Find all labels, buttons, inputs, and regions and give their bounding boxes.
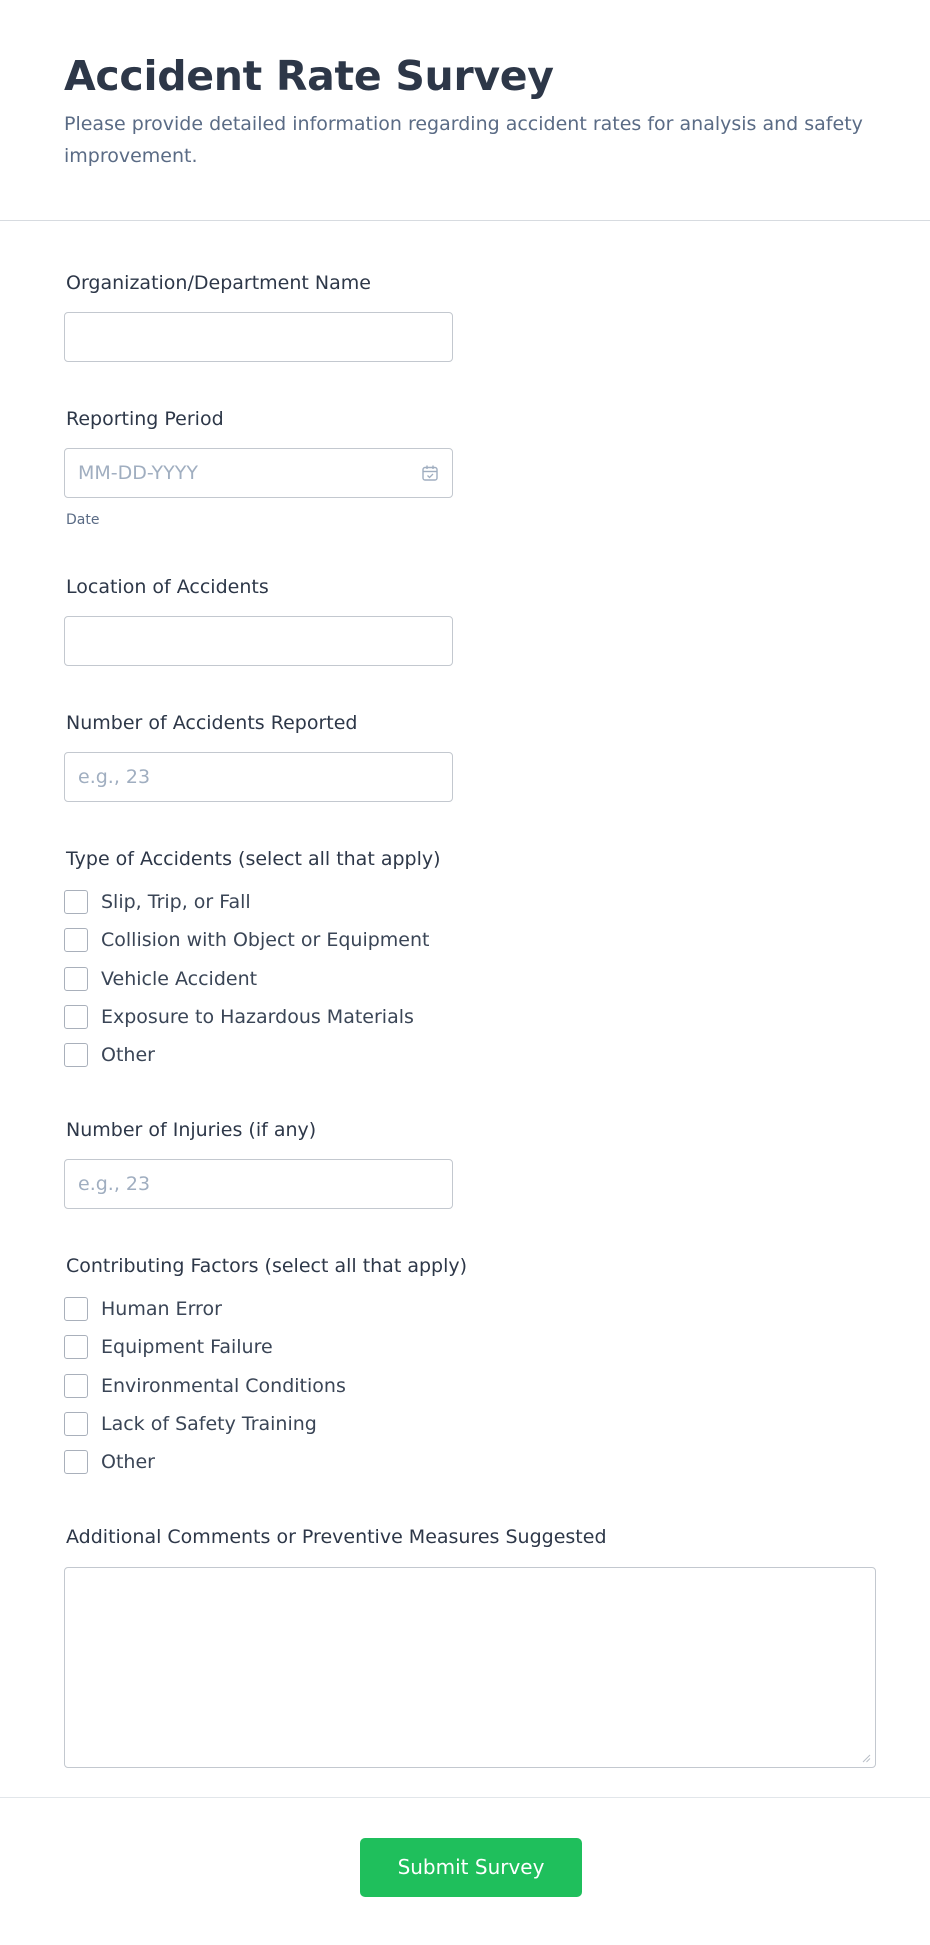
checkbox-label: Environmental Conditions xyxy=(101,1375,346,1397)
reporting-period-label: Reporting Period xyxy=(66,408,224,430)
checkbox-label: Lack of Safety Training xyxy=(101,1413,317,1435)
form-header xyxy=(0,0,930,221)
reporting-period-input[interactable] xyxy=(64,448,453,498)
contributing-factors-label: Contributing Factors (select all that apply) xyxy=(66,1255,468,1277)
accidents-reported-input[interactable] xyxy=(64,752,453,802)
checkbox-label: Other xyxy=(101,1044,155,1066)
accident-types-label: Type of Accidents (select all that apply) xyxy=(66,848,441,870)
reporting-period-placeholder: MM-DD-YYYY xyxy=(78,462,198,484)
checkbox[interactable] xyxy=(64,1450,88,1474)
date-hint: Date xyxy=(66,512,100,528)
checkbox[interactable] xyxy=(64,928,88,952)
resize-grip-icon[interactable] xyxy=(861,1753,871,1763)
location-input[interactable] xyxy=(64,616,453,666)
checkbox[interactable] xyxy=(64,1412,88,1436)
location-label: Location of Accidents xyxy=(66,576,269,598)
page-title: Accident Rate Survey xyxy=(64,52,554,100)
organization-input[interactable] xyxy=(64,312,453,362)
checkbox-label: Vehicle Accident xyxy=(101,968,258,990)
checkbox[interactable] xyxy=(64,890,88,914)
organization-label: Organization/Department Name xyxy=(66,272,371,294)
form-footer xyxy=(0,1797,930,1945)
checkbox[interactable] xyxy=(64,1335,88,1359)
checkbox-label: Equipment Failure xyxy=(101,1336,273,1358)
checkbox[interactable] xyxy=(64,1374,88,1398)
checkbox-label: Exposure to Hazardous Materials xyxy=(101,1006,414,1028)
checkbox-label: Human Error xyxy=(101,1298,222,1320)
comments-textarea[interactable] xyxy=(64,1567,876,1768)
checkbox-label: Collision with Object or Equipment xyxy=(101,929,430,951)
injuries-input[interactable] xyxy=(64,1159,453,1209)
checkbox[interactable] xyxy=(64,1043,88,1067)
accidents-reported-placeholder: e.g., 23 xyxy=(78,766,151,788)
checkbox[interactable] xyxy=(64,1005,88,1029)
checkbox-label: Other xyxy=(101,1451,155,1473)
page-subtitle: Please provide detailed information regarding accident rates for analysis and safety improvement. xyxy=(64,113,863,167)
injuries-label: Number of Injuries (if any) xyxy=(66,1119,317,1141)
accidents-reported-label: Number of Accidents Reported xyxy=(66,712,358,734)
submit-button[interactable]: Submit Survey xyxy=(360,1838,582,1897)
checkbox[interactable] xyxy=(64,1297,88,1321)
injuries-placeholder: e.g., 23 xyxy=(78,1173,151,1195)
checkbox-label: Slip, Trip, or Fall xyxy=(101,891,251,913)
comments-label: Additional Comments or Preventive Measures Suggested xyxy=(66,1526,607,1548)
calendar-icon[interactable] xyxy=(421,464,439,482)
checkbox[interactable] xyxy=(64,967,88,991)
